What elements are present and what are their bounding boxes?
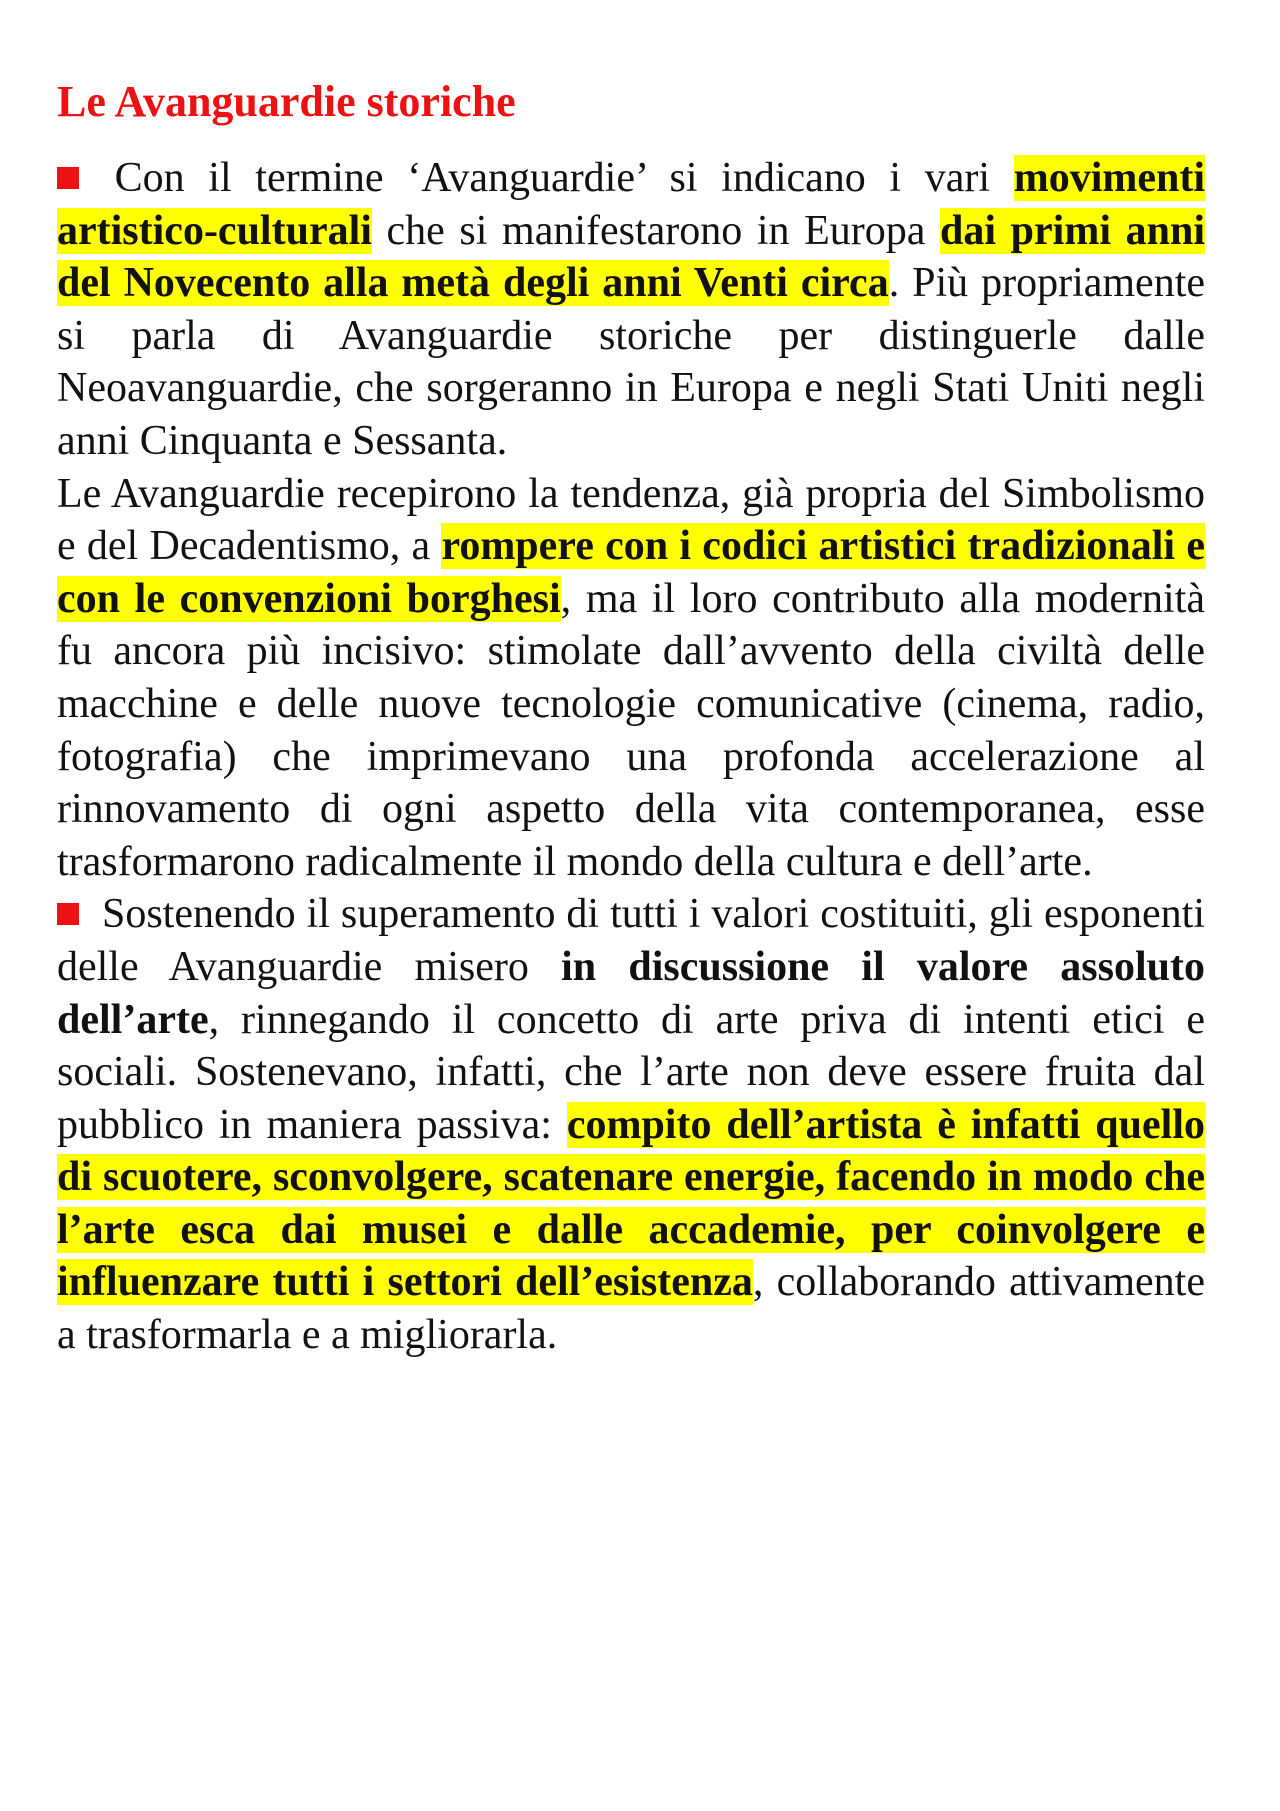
text-run: , ma il loro contributo alla modernità fu ancora più incisivo: stimolate dall’avvento della civiltà delle macchine e delle nuove tecnologie comunicative (cinema, radio, fotografia) che imprimevano una profonda accelerazione al rinnovamento di ogni aspetto della vita contemporanea, esse trasformarono radicalmente il mondo della cultura e dell’arte. [57,575,1205,885]
red-square-bullet-icon [57,167,79,189]
text-run: che si manifestarono in Europa [371,207,941,254]
red-square-bullet-icon [57,903,79,925]
text-run: Sostenendo il superamento di tutti i valori costituiti, gli esponenti delle Avanguardie misero [57,891,1205,990]
section-2-paragraph-1 [57,888,1205,1361]
text-run: Le Avanguardie recepirono la tendenza, già propria del Simbolismo e del Decadentismo, a [57,470,1205,570]
document-page [57,72,1205,1362]
bold-text: in discussione il valore assoluto dell’arte [57,943,1205,1043]
text-run: , rinnegando il concetto di arte priva di intenti etici e sociali. Sostenevano, infatti, che l’arte non deve essere fruita dal pubblico in maniera passiva: [57,996,1205,1148]
section-1-paragraph-1 [57,152,1205,468]
highlighted-text: dai primi anni del Novecento alla metà degli anni Venti circa [57,207,1205,307]
highlighted-text: rompere con i codici artistici tradizionali e con le convenzioni borghesi [57,523,1206,622]
document-title: Le Avanguardie storiche [57,77,516,126]
highlighted-text: movimenti artistico-culturali [57,155,1205,254]
text-run: . Più propriamente si parla di Avanguardie storiche per distinguerle dalle Neoavanguardie, che sorgeranno in Europa e negli Stati Uniti negli anni Cinquanta e Sessanta. [57,260,1206,464]
section-1-paragraph-2 [57,468,1205,889]
text-run: , collaborando attivamente a trasformarla e a migliorarla. [57,1259,1205,1359]
highlighted-text: compito dell’artista è infatti quello di scuotere, sconvolgere, scatenare energie, facendo in modo che l’arte esca dai musei e dalle accademie, per coinvolgere e influenzare tutti i settori dell’esistenza [57,1101,1205,1306]
text-run: Con il termine ‘Avanguardie’ si indicano i vari [91,155,1014,201]
